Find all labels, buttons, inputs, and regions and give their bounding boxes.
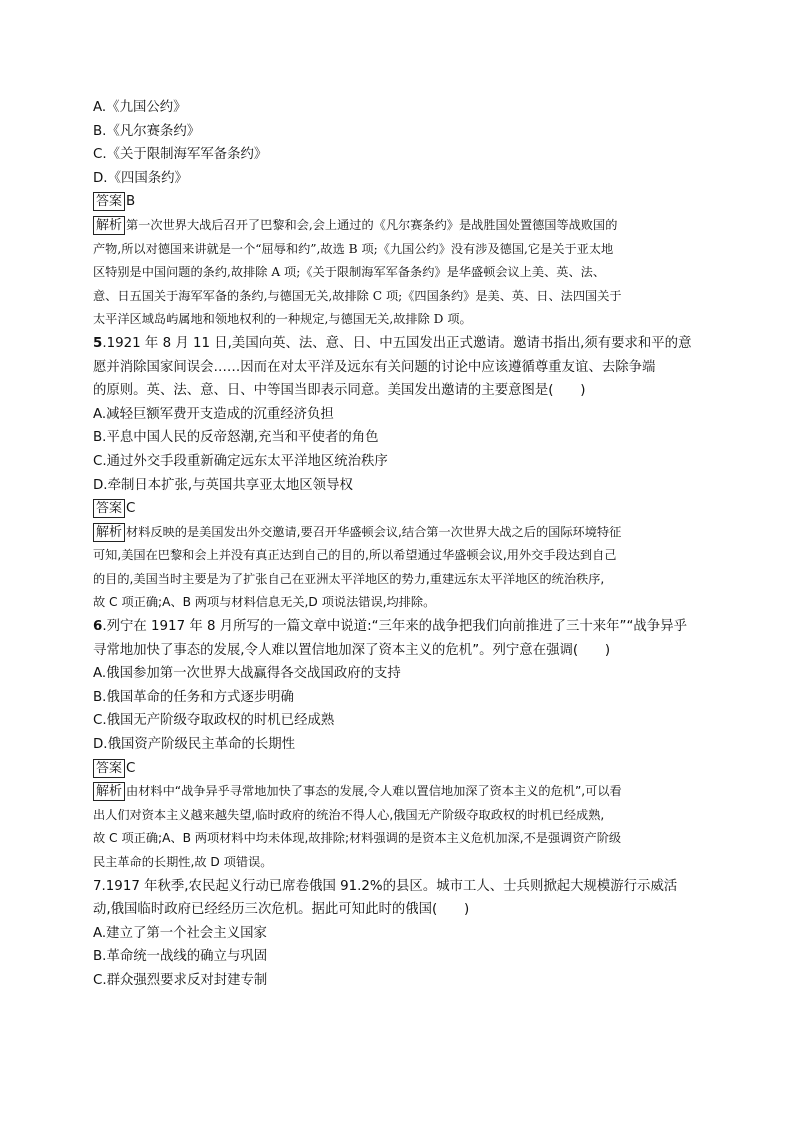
question-4 (93, 96, 705, 332)
option-b: B.平息中国人民的反帝怒潮,充当和平使者的角色 (93, 430, 379, 446)
explanation-line: 可知,美国在巴黎和会上并没有真正达到自己的目的,所以希望通过华盛顿会议,用外交手段达到自己 (93, 548, 617, 563)
option-d: D.俄国资产阶级民主革命的长期性 (93, 737, 296, 753)
explanation-line: 的目的,美国当时主要是为了扩张自己在亚洲太平洋地区的势力,重建远东太平洋地区的统治秩序, (93, 571, 605, 586)
option-b: B.俄国革命的任务和方式逐步明确 (93, 689, 294, 705)
answer-tag: 答案 (93, 759, 125, 778)
document-page (93, 96, 705, 993)
question-number: 6 (93, 619, 103, 635)
question-number: 5 (93, 335, 103, 351)
question-stem-line: 6.列宁在 1917 年 8 月所写的一篇文章中说道:“三年来的战争把我们向前推进了三十来年”“战争异乎 (93, 619, 687, 635)
explain-tag: 解析 (93, 523, 125, 542)
explanation (93, 780, 705, 874)
explanation-line: 故 C 项正确;A、B 两项材料中均未体现,故排除;材料强调的是资本主义危机加深,不是强调资产阶级 (93, 831, 622, 846)
option-c: C.俄国无产阶级夺取政权的时机已经成熟 (93, 713, 335, 729)
question-stem-line: 愿并消除国家间误会……因而在对太平洋及远东有关问题的讨论中应该遵循尊重友谊、去除争端 (93, 359, 656, 375)
question-7 (93, 875, 705, 993)
option-b: B.《凡尔赛条约》 (93, 123, 201, 139)
explanation (93, 214, 705, 332)
explain-tag: 解析 (93, 782, 125, 801)
question-stem-line: 寻常地加快了事态的发展,令人难以置信地加深了资本主义的危机”。列宁意在强调( ) (93, 642, 611, 658)
question-stem-line: 7.1917 年秋季,农民起义行动已席卷俄国 91.2%的县区。城市工人、士兵则掀起大规模游行示威活 (93, 878, 678, 894)
answer-row (93, 190, 705, 214)
explanation-line: 故 C 项正确;A、B 两项与材料信息无关,D 项说法错误,均排除。 (93, 595, 436, 610)
option-a: A.俄国参加第一次世界大战赢得各交战国政府的支持 (93, 666, 401, 682)
explanation-line: 太平洋区域岛屿属地和领地权利的一种规定,与德国无关,故排除 D 项。 (93, 312, 472, 327)
option-c: C.《关于限制海军军备条约》 (93, 147, 268, 163)
answer-value: B (126, 194, 136, 210)
explain-tag: 解析 (93, 216, 125, 235)
option-d: D.牵制日本扩张,与英国共享亚太地区领导权 (93, 477, 353, 493)
question-5 (93, 332, 705, 615)
question-stem-line: 动,俄国临时政府已经经历三次危机。据此可知此时的俄国( ) (93, 902, 470, 918)
explanation-line: 解析 材料反映的是美国发出外交邀请,要召开华盛顿会议,结合第一次世界大战之后的国际环境特征 (93, 521, 705, 545)
option-c: C.群众强烈要求反对封建专制 (93, 972, 268, 988)
answer-tag: 答案 (93, 192, 125, 211)
question-stem-line: 的原则。英、法、意、日、中等国当即表示同意。美国发出邀请的主要意图是( ) (93, 383, 586, 399)
explanation-line: 区特别是中国问题的条约,故排除 A 项;《关于限制海军军备条约》是华盛顿会议上美、英、法、 (93, 265, 606, 280)
option-a: A.建立了第一个社会主义国家 (93, 925, 267, 941)
option-d: D.《四国条约》 (93, 170, 188, 186)
option-a: A.《九国公约》 (93, 100, 187, 115)
option-c: C.通过外交手段重新确定远东太平洋地区统治秩序 (93, 453, 388, 469)
answer-row (93, 497, 705, 521)
explanation (93, 521, 705, 615)
explanation-line: 出人们对资本主义越来越失望,临时政府的统治不得人心,俄国无产阶级夺取政权的时机已经成熟, (93, 807, 605, 822)
question-stem-line: 5.1921 年 8 月 11 日,美国向英、法、意、日、中五国发出正式邀请。邀请书指出,须有要求和平的意 (93, 335, 692, 351)
option-a: A.减轻巨额军费开支造成的沉重经济负担 (93, 406, 334, 422)
explanation-line: 解析 由材料中“战争异乎寻常地加快了事态的发展,令人难以置信地加深了资本主义的危机”,可以看 (93, 780, 705, 804)
answer-row (93, 757, 705, 781)
explanation-line: 民主革命的长期性,故 D 项错误。 (93, 855, 273, 869)
question-6 (93, 615, 705, 875)
explanation-line: 解析 第一次世界大战后召开了巴黎和会,会上通过的《凡尔赛条约》是战胜国处置德国等战败国的 (93, 214, 705, 238)
answer-value: C (126, 760, 136, 776)
option-b: B.革命统一战线的确立与巩固 (93, 949, 268, 965)
question-number: 7 (93, 878, 102, 894)
explanation-line: 意、日五国关于海军军备的条约,与德国无关,故排除 C 项;《四国条约》是美、英、日、法四国关于 (93, 288, 622, 303)
answer-value: C (126, 501, 136, 517)
explanation-line: 产物,所以对德国来讲就是一个“屈辱和约”,故选 B 项;《九国公约》没有涉及德国,它是关于亚太地 (93, 241, 614, 256)
answer-tag: 答案 (93, 499, 125, 518)
